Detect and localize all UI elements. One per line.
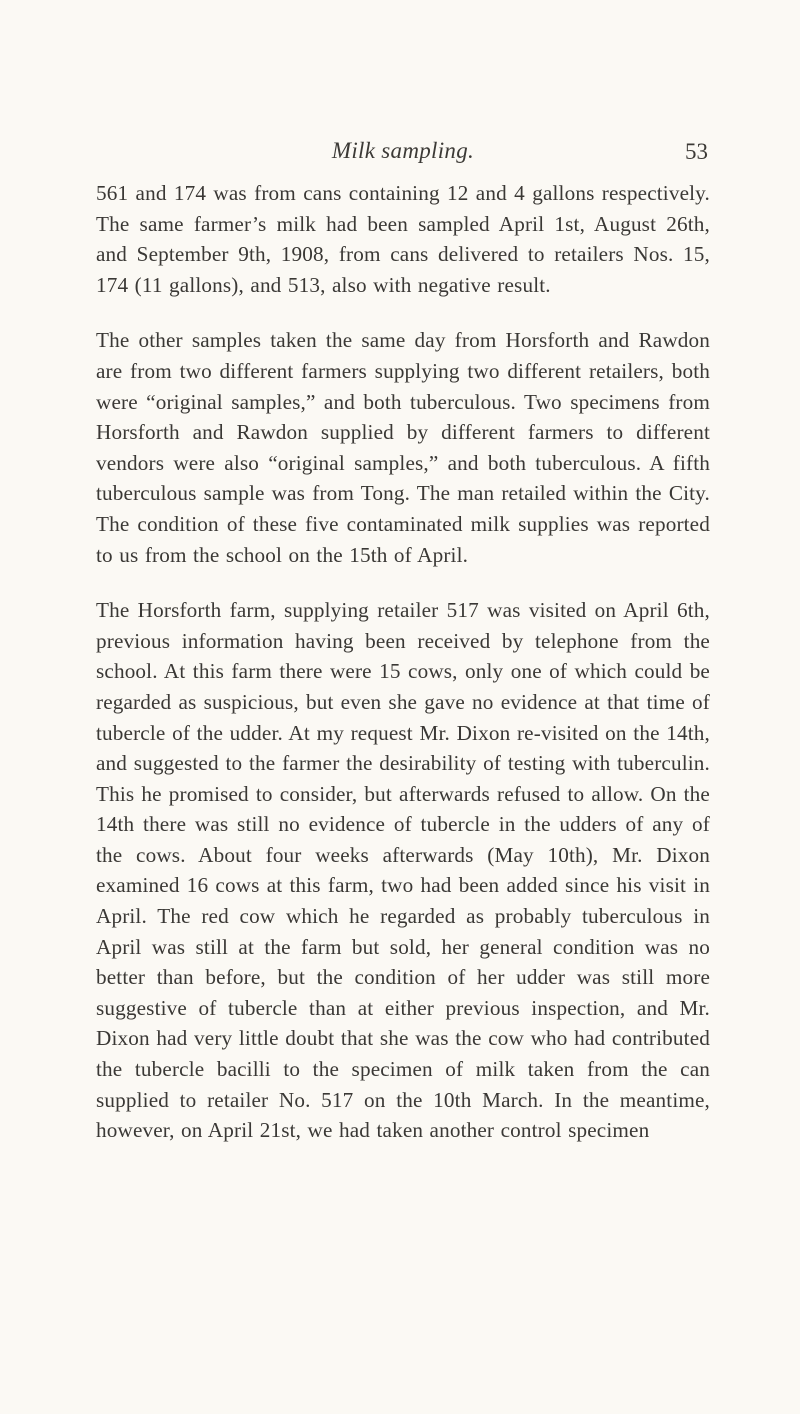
body-text [96,178,710,1171]
book-page [96,0,710,1414]
page-number: 53 [685,139,708,164]
paragraph-3: The Horsforth farm, supplying retailer 517 was visited on April 6th, previous information having been received by telephone from the school. At this farm there were 15 cows, only one of which could be regarded as suspicious, but even she gave no evidence at that time of tubercle of the udder. At my request Mr. Dixon re-visited on the 14th, and suggested to the farmer the desirability of testing with tuberculin. This he promised to consider, but afterwards refused to allow. On the 14th there was still no evidence of tubercle in the udders of any of the cows. About four weeks afterwards (May 10th), Mr. Dixon examined 16 cows at this farm, two had been added since his visit in April. The red cow which he regarded as probably tuberculous in April was still at the farm but sold, her general condition was no better than before, but the condition of her udder was still more suggestive of tubercle than at either previous inspection, and Mr. Dixon had very little doubt that she was the cow who had contributed the tubercle bacilli to the specimen of milk taken from the can supplied to retailer No. 517 on the 10th March. In the meantime, however, on April 21st, we had taken another control specimen [96,598,710,1143]
running-title: Milk sampling. [331,138,475,163]
paragraph-1: 561 and 174 was from cans containing 12 and 4 gallons respectively. The same farmer’s milk had been sampled April 1st, August 26th, and September 9th, 1908, from cans delivered to retailers Nos. 15, 174 (11 gallons), and 513, also with negative result. [96,181,710,297]
running-head [96,138,710,170]
paragraph-2: The other samples taken the same day from Horsforth and Rawdon are from two different farmers supplying two different retailers, both were “original samples,” and both tuberculous. Two specimens from Horsforth and Rawdon supplied by different farmers to different vendors were also “original samples,” and both tuberculous. A fifth tuberculous sample was from Tong. The man retailed within the City. The condition of these five contaminated milk supplies was reported to us from the school on the 15th of April. [96,328,710,567]
